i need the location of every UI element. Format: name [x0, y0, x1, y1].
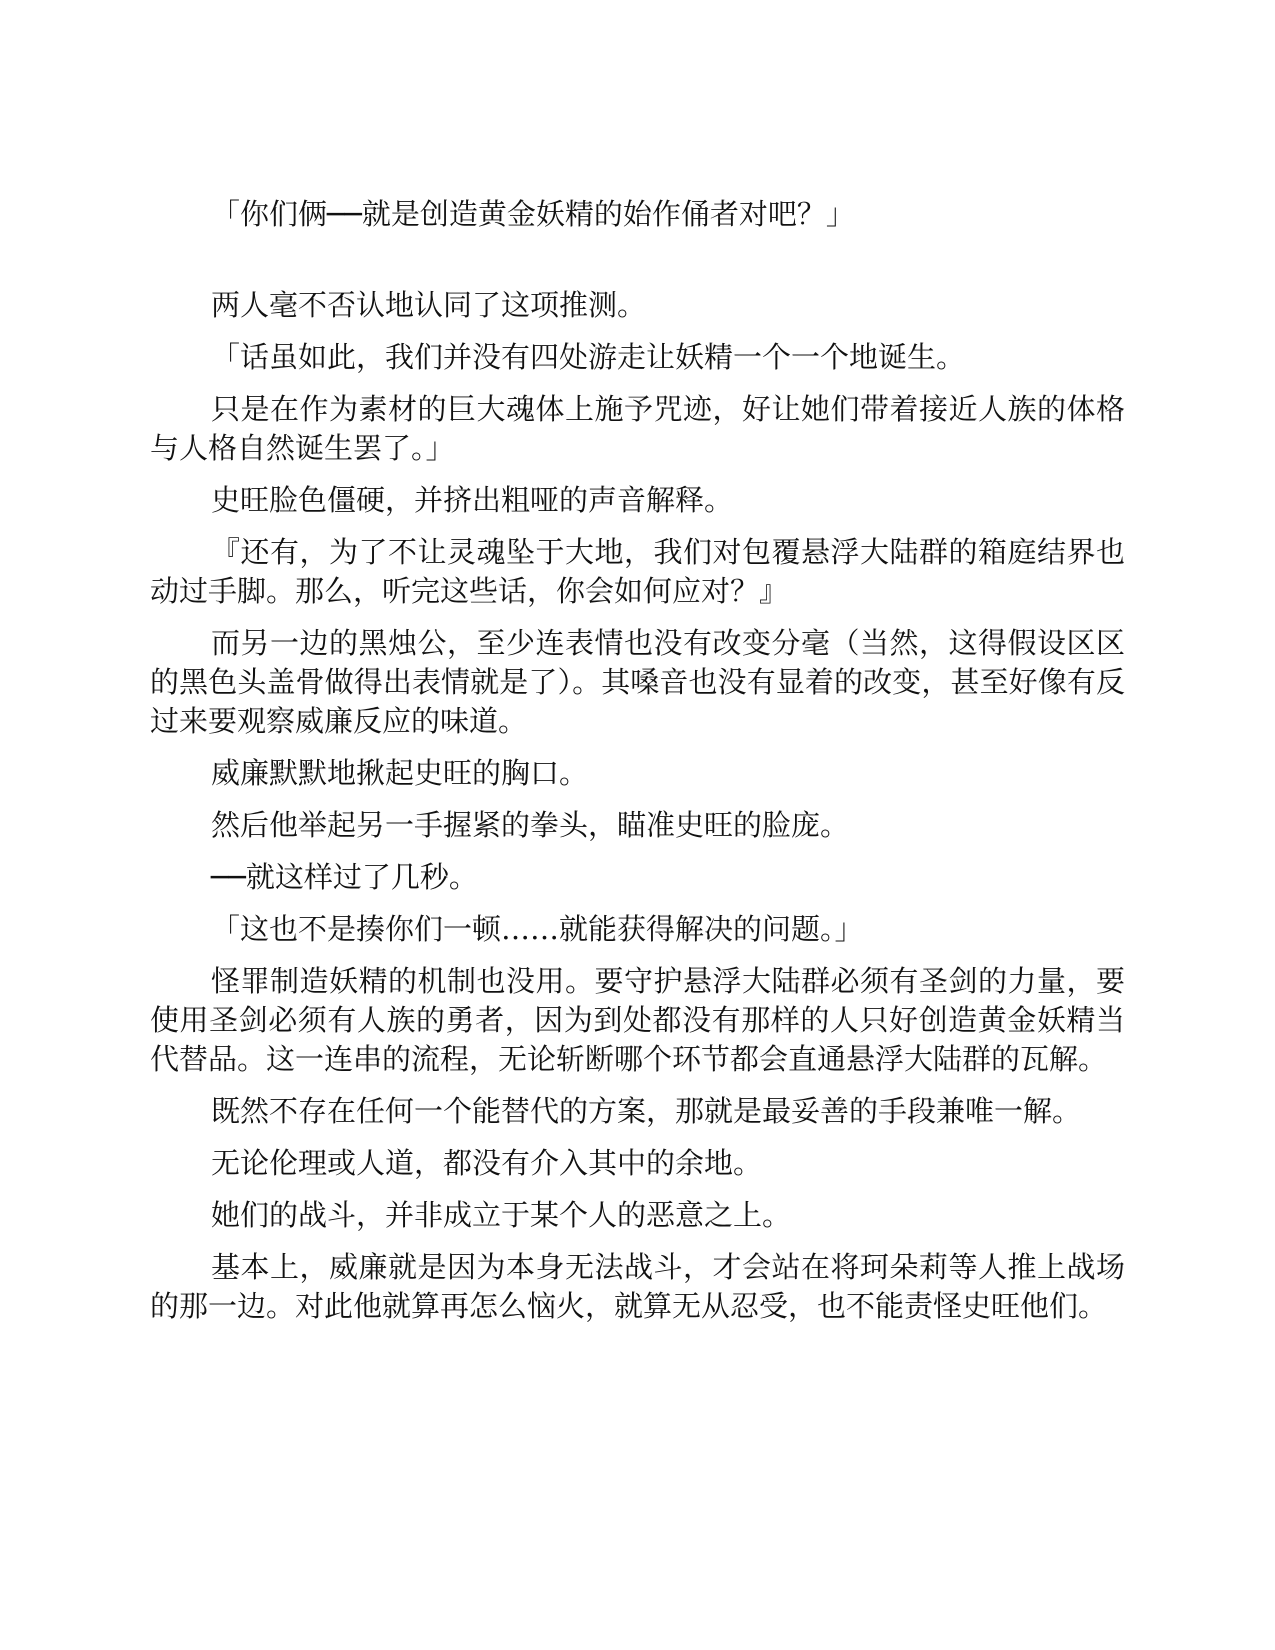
paragraph-12: 怪罪制造妖精的机制也没用。要守护悬浮大陆群必须有圣剑的力量，要使用圣剑必须有人族的勇者，因为到处都没有那样的人只好创造黄金妖精当代替品。这一连串的流程，无论斩断哪个环节都会直通悬浮大陆群的瓦解。 [150, 964, 1125, 1076]
document-page [150, 195, 1125, 1339]
paragraph-8: 威廉默默地揪起史旺的胸口。 [211, 756, 589, 790]
paragraph-5: 史旺脸色僵硬，并挤出粗哑的声音解释。 [211, 483, 734, 517]
paragraph-14: 无论伦理或人道，都没有介入其中的余地。 [211, 1146, 763, 1180]
paragraph-9: 然后他举起另一手握紧的拳头，瞄准史旺的脸庞。 [211, 808, 850, 842]
paragraph-1: 「你们俩──就是创造黄金妖精的始作俑者对吧？」 [211, 197, 855, 231]
paragraph-13: 既然不存在任何一个能替代的方案，那就是最妥善的手段兼唯一解。 [211, 1094, 1082, 1128]
paragraph-15: 她们的战斗，并非成立于某个人的恶意之上。 [211, 1198, 792, 1232]
paragraph-6: 『还有，为了不让灵魂坠于大地，我们对包覆悬浮大陆群的箱庭结界也动过手脚。那么，听完这些话，你会如何应对？』 [150, 535, 1125, 608]
paragraph-7: 而另一边的黑烛公，至少连表情也没有改变分毫（当然，这得假设区区的黑色头盖骨做得出表情就是了）。其嗓音也没有显着的改变，甚至好像有反过来要观察威廉反应的味道。 [150, 626, 1125, 738]
paragraph-10: ──就这样过了几秒。 [211, 860, 478, 894]
paragraph-4: 只是在作为素材的巨大魂体上施予咒迹，好让她们带着接近人族的体格与人格自然诞生罢了。」 [150, 392, 1125, 465]
paragraph-16: 基本上，威廉就是因为本身无法战斗，才会站在将珂朵莉等人推上战场的那一边。对此他就算再怎么恼火，就算无从忍受，也不能责怪史旺他们。 [150, 1250, 1125, 1323]
paragraph-2: 两人毫不否认地认同了这项推测。 [211, 288, 647, 322]
paragraph-11: 「这也不是揍你们一顿……就能获得解决的问题。」 [211, 912, 864, 946]
paragraph-3: 「话虽如此，我们并没有四处游走让妖精一个一个地诞生。 [211, 340, 966, 374]
